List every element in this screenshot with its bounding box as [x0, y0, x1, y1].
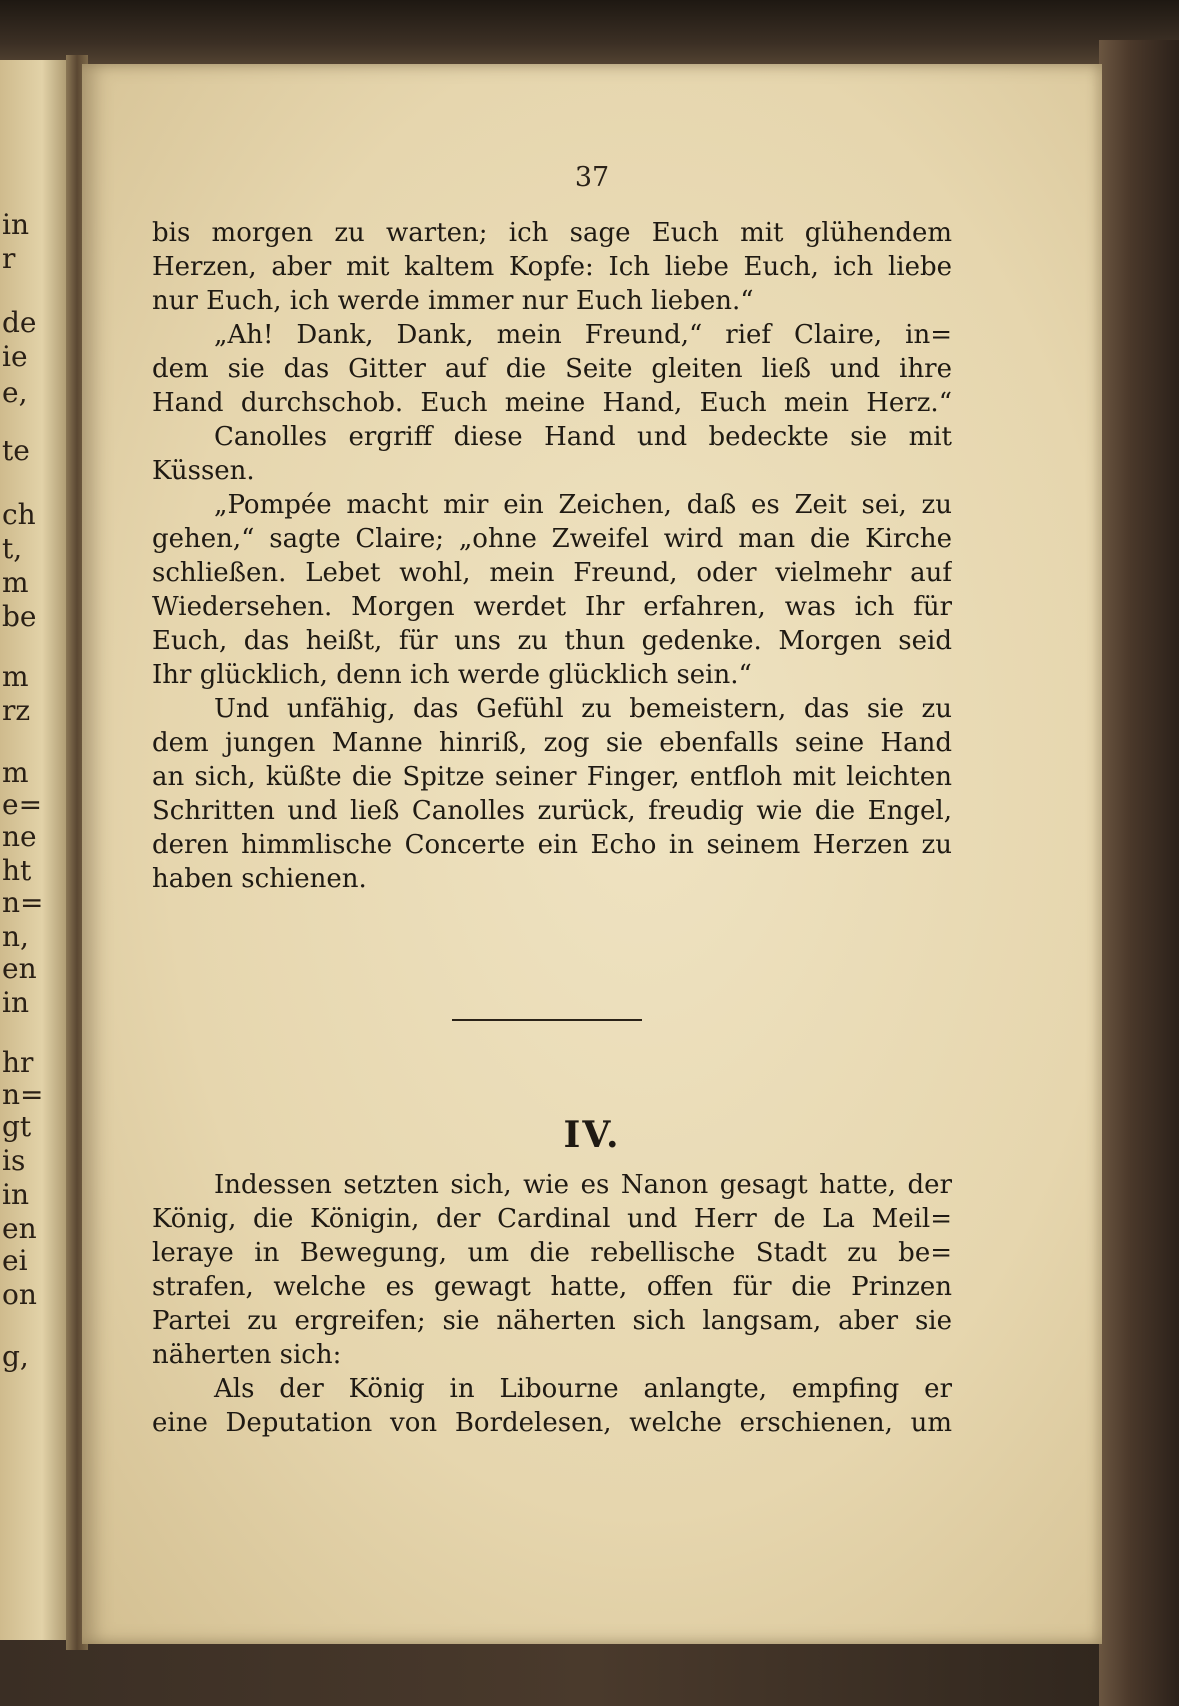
left-page-fragment: n= [2, 1078, 44, 1111]
left-page-edge [0, 60, 70, 1640]
text-line: Euch, das heißt, für uns zu thun gedenke. Morgen seid [152, 626, 952, 656]
text-line: Indessen setzten sich, wie es Nanon gesagt hatte, der [214, 1170, 952, 1200]
book-page [82, 64, 1102, 1644]
left-page-fragment: in [2, 1178, 29, 1211]
left-page-fragment: on [2, 1278, 37, 1311]
left-page-fragment: gt [2, 1110, 32, 1143]
left-page-fragment: ei [2, 1244, 28, 1277]
text-line: dem jungen Manne hinriß, zog sie ebenfalls seine Hand [152, 728, 952, 758]
left-page-fragment: in [2, 986, 29, 1019]
book-top-edge [0, 0, 1179, 72]
text-line: deren himmlische Concerte ein Echo in seinem Herzen zu [152, 830, 952, 860]
text-line: nur Euch, ich werde immer nur Euch lieben.“ [152, 286, 754, 316]
text-line: Canolles ergriff diese Hand und bedeckte sie mit [214, 422, 952, 452]
left-page-fragment: is [2, 1144, 26, 1177]
left-page-fragment: te [2, 434, 30, 467]
left-page-fragment: ch [2, 498, 36, 531]
text-line: König, die Königin, der Cardinal und Herr de La Meil= [152, 1204, 952, 1234]
text-block-1 [152, 216, 952, 896]
text-line: Herzen, aber mit kaltem Kopfe: Ich liebe Euch, ich liebe [152, 252, 952, 282]
text-line: näherten sich: [152, 1340, 342, 1370]
left-page-fragment: hr [2, 1046, 34, 1079]
text-line: Hand durchschob. Euch meine Hand, Euch mein Herz.“ [152, 388, 952, 418]
left-page-fragment: m [2, 756, 29, 789]
left-page-fragment: n, [2, 920, 29, 953]
text-line: Wiedersehen. Morgen werdet Ihr erfahren, was ich für [152, 592, 952, 622]
left-page-fragment: n= [2, 886, 44, 919]
left-page-fragment: g, [2, 1340, 29, 1373]
text-line: Schritten und ließ Canolles zurück, freudig wie die Engel, [152, 796, 952, 826]
left-page-fragment: e= [2, 788, 43, 821]
text-line: schließen. Lebet wohl, mein Freund, oder vielmehr auf [152, 558, 952, 588]
left-page-fragment: ht [2, 854, 32, 887]
text-line: „Ah! Dank, Dank, mein Freund,“ rief Claire, in= [214, 320, 952, 350]
left-page-fragment: rz [2, 694, 31, 727]
text-line: haben schienen. [152, 864, 367, 894]
left-page-fragment: m [2, 660, 29, 693]
text-line: Partei zu ergreifen; sie näherten sich langsam, aber sie [152, 1306, 952, 1336]
left-page-fragment: m [2, 566, 29, 599]
text-line: leraye in Bewegung, um die rebellische Stadt zu be= [152, 1238, 952, 1268]
left-page-fragment: de [2, 306, 37, 339]
left-page-fragment: t, [2, 532, 23, 565]
left-page-fragment: in [2, 208, 29, 241]
left-page-fragment: be [2, 600, 37, 633]
text-line: Und unfähig, das Gefühl zu bemeistern, das sie zu [214, 694, 952, 724]
left-page-fragment: en [2, 1212, 37, 1245]
page-number: 37 [574, 162, 610, 193]
left-page-fragment: en [2, 952, 37, 985]
text-line: Ihr glücklich, denn ich werde glücklich sein.“ [152, 660, 752, 690]
text-line: eine Deputation von Bordelesen, welche erschienen, um [152, 1408, 952, 1438]
left-page-fragment: ie [2, 340, 28, 373]
text-line: bis morgen zu warten; ich sage Euch mit glühendem [152, 218, 952, 248]
text-line: strafen, welche es gewagt hatte, offen für die Prinzen [152, 1272, 952, 1302]
section-divider [452, 1019, 642, 1021]
book-cover-edge [1099, 40, 1179, 1706]
text-block-2 [152, 1168, 952, 1440]
text-line: gehen,“ sagte Claire; „ohne Zweifel wird man die Kirche [152, 524, 952, 554]
text-line: „Pompée macht mir ein Zeichen, daß es Zeit sei, zu [214, 490, 952, 520]
text-line: dem sie das Gitter auf die Seite gleiten ließ und ihre [152, 354, 952, 384]
left-page-fragment: ne [2, 820, 37, 853]
chapter-heading: IV. [563, 1114, 621, 1156]
left-page-fragment: r [2, 242, 16, 275]
left-page-fragment: e, [2, 376, 28, 409]
text-line: Küssen. [152, 456, 255, 486]
text-line: Als der König in Libourne anlangte, empfing er [214, 1374, 952, 1404]
text-line: an sich, küßte die Spitze seiner Finger, entfloh mit leichten [152, 762, 952, 792]
